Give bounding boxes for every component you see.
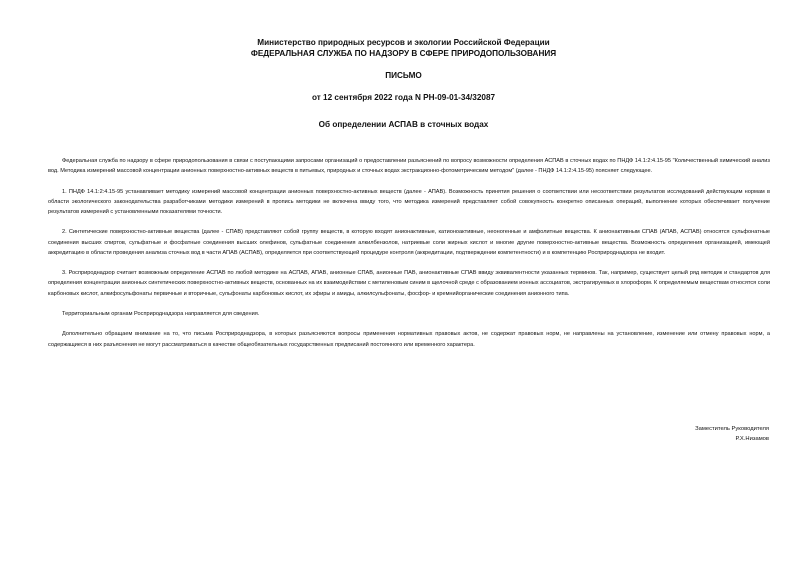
paragraph-1: 1. ПНДФ 14.1:2:4.15-95 устанавливает методику измерений массовой концентрации анионных поверхностно-активных веществ (далее - АПАВ). Возможность принятия решения о соответствии или несоответствии результатов исследований действующим нормам в области экологического законодательства разработчиками методики измерений в пропись методики не включена ввиду того, что методика измерений представляет собой совокупность конкретно описанных операций, выполнение которых обеспечивает получение результатов измерений с установленными показателями точности. xyxy=(48,188,770,215)
letter-body xyxy=(48,156,770,350)
document-date-number: от 12 сентября 2022 года N РН-09-01-34/32087 xyxy=(311,93,496,102)
paragraph-notice: Дополнительно обращаем внимание на то, что письма Росприроднадзора, в которых разъясняются вопросы применения нормативных правовых актов, не содержат правовых норм, не направлены на установление, изменение или отмену правовых норм, а содержащиеся в них разъяснения не могут рассматриваться в качестве общеобязательных государственных предписаний постоянного или временного характера. xyxy=(48,331,770,348)
service-heading: ФЕДЕРАЛЬНАЯ СЛУЖБА ПО НАДЗОРУ В СФЕРЕ ПРИРОДОПОЛЬЗОВАНИЯ xyxy=(250,49,557,58)
paragraph-distribution: Территориальным органам Росприроднадзора направляется для сведения. xyxy=(62,310,260,317)
ministry-heading: Министерство природных ресурсов и экологии Российской Федерации xyxy=(257,38,550,47)
signatory-name: Р.Х.Низамов xyxy=(735,436,769,442)
paragraph-3: 3. Росприроднадзор считает возможным определение АСПАВ по любой методике на АСПАВ, АПАВ, анионные СПАВ, анионные ПАВ, анионактивные СПАВ ввиду эквивалентности указанных терминов. Так, например, существует целый ряд методик и стандартов для определения концентрации анионных синтетических поверхностно-активных веществ, основанных на их взаимодействии с метиленовым синим в щелочной среде с образованием ионных ассоциатов, экстрагируемых в хлороформ. К определяемым веществам относятся соли карбоновых кислот, алкифосульфонаты первичные и вторичные, сульфонаты карбоновых кислот, их эфиры и амиды, алкилсульфонаты, фосфор- и кремнийорганические соединения анионного типа. xyxy=(48,270,770,297)
signature-block xyxy=(695,424,769,444)
paragraph-2: 2. Синтетические поверхностно-активные вещества (далее - СПАВ) представляют собой группу веществ, в которую входят анионактивные, катионоактивные, неоногенные и амфолитные вещества. К анионактивным СПАВ (АПАВ, АСПАВ) относятся сульфонатные соединения высших спиртов, сульфатные и фосфатные соединения высших олефинов, сульфатные соединения алкилбензолов, натриевые соли жирных кислот и многие другие поверхностно-активные вещества. Возможность определения организацией, имеющей аккредитацию в области проведения анализа сточных вод в части АПАВ (АСПАВ), определяется при соответствующей процедуре контроля (аккредитации, подтверждении компетентности) и в компетенцию Росприроднадзора не входит. xyxy=(48,229,770,256)
paragraph-intro: Федеральная служба по надзору в сфере природопользования в связи с поступающими запросами организаций о предоставлении разъяснений по вопросу возможности определения АСПАВ в сточных водах по ПНДФ 14.1:2:4.15-95 "Количественный химический анализ вод. Методика измерений массовой концентрации анионных поверхностно-активных веществ в питьевых, природных и сточных водах экстракционно-фотометрическим методом" (далее - ПНДФ 14.1:2:4.15-95) поясняет следующее. xyxy=(48,158,770,175)
document-type: ПИСЬМО xyxy=(385,71,422,80)
document-subject: Об определении АСПАВ в сточных водах xyxy=(318,120,489,129)
signatory-position: Заместитель Руководителя xyxy=(695,426,769,432)
